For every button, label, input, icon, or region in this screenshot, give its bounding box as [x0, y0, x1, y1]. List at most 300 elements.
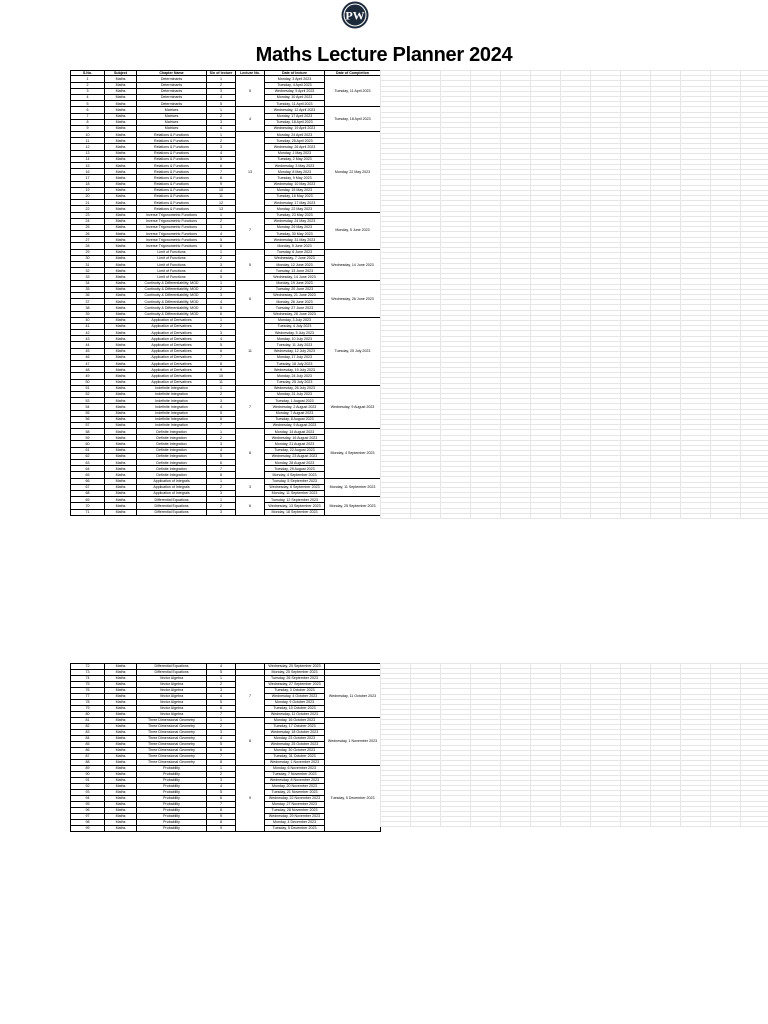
- group-lecture-count: 5: [236, 249, 265, 280]
- row-date: Tuesday, 5 September 2023: [265, 478, 325, 484]
- row-lecture-index: 4: [207, 231, 236, 237]
- row-subject: Maths: [105, 435, 137, 441]
- grid-col-line: [410, 70, 411, 518]
- row-subject: Maths: [105, 385, 137, 391]
- row-chapter: Limit of Functions: [137, 268, 207, 274]
- row-chapter: Probability: [137, 772, 207, 778]
- row-lecture-index: 7: [207, 712, 236, 718]
- row-sno: 56: [71, 416, 105, 422]
- row-sno: 36: [71, 292, 105, 298]
- row-chapter: Inverse Trigonometric Functions: [137, 243, 207, 249]
- row-subject: Maths: [105, 748, 137, 754]
- row-chapter: Differential Equations: [137, 670, 207, 676]
- row-subject: Maths: [105, 718, 137, 724]
- row-subject: Maths: [105, 712, 137, 718]
- row-chapter: Matrices: [137, 107, 207, 113]
- row-date: Wednesday, 21 June 2023: [265, 292, 325, 298]
- row-lecture-index: 1: [207, 212, 236, 218]
- row-sno: 61: [71, 447, 105, 453]
- row-chapter: Application of Derivatives: [137, 323, 207, 329]
- row-sno: 48: [71, 367, 105, 373]
- row-lecture-index: 11: [207, 379, 236, 385]
- row-sno: 27: [71, 237, 105, 243]
- row-lecture-index: 3: [207, 292, 236, 298]
- row-sno: 41: [71, 323, 105, 329]
- row-lecture-index: 7: [207, 169, 236, 175]
- row-subject: Maths: [105, 706, 137, 712]
- column-header: Lecture No.: [236, 71, 265, 76]
- row-sno: 88: [71, 760, 105, 766]
- group-completion-date: Monday, 5 June 2023: [325, 212, 381, 249]
- row-subject: Maths: [105, 348, 137, 354]
- row-sno: 68: [71, 490, 105, 496]
- row-lecture-index: 5: [207, 790, 236, 796]
- row-subject: Maths: [105, 119, 137, 125]
- row-date: Monday, 24 April 2023: [265, 132, 325, 138]
- row-chapter: Probability: [137, 796, 207, 802]
- row-sno: 13: [71, 150, 105, 156]
- grid-col-line: [560, 663, 561, 826]
- row-chapter: Definite Integration: [137, 441, 207, 447]
- row-lecture-index: 10: [207, 187, 236, 193]
- row-lecture-index: 5: [207, 274, 236, 280]
- row-lecture-index: 5: [207, 410, 236, 416]
- row-subject: Maths: [105, 796, 137, 802]
- group-lecture-count: 8: [236, 429, 265, 479]
- row-date: Monday, 4 December 2023: [265, 820, 325, 826]
- grid-col-line: [740, 70, 741, 518]
- row-date: Wednesday, 29 November 2023: [265, 814, 325, 820]
- row-date: Tuesday, 23 May 2023: [265, 212, 325, 218]
- row-chapter: Matrices: [137, 113, 207, 119]
- row-lecture-index: 5: [207, 156, 236, 162]
- row-chapter: Application of Integrals: [137, 490, 207, 496]
- group-completion-date: Wednesday, 11 October 2023: [325, 676, 381, 718]
- row-date: Tuesday, 16 May 2023: [265, 193, 325, 199]
- row-lecture-index: 3: [207, 119, 236, 125]
- row-chapter: Application of Derivatives: [137, 354, 207, 360]
- row-date: Wednesday, 12 April 2023: [265, 107, 325, 113]
- row-sno: 81: [71, 718, 105, 724]
- row-sno: 86: [71, 748, 105, 754]
- group-lecture-count: 13: [236, 132, 265, 212]
- row-date: Tuesday, 9 May 2023: [265, 175, 325, 181]
- row-chapter: Indefinite Integration: [137, 404, 207, 410]
- row-lecture-index: 5: [207, 670, 236, 676]
- column-header: S/n of lecture: [207, 71, 236, 76]
- row-sno: 74: [71, 676, 105, 682]
- row-lecture-index: 6: [207, 348, 236, 354]
- row-subject: Maths: [105, 490, 137, 496]
- group-completion-date: Tuesday, 25 July 2023: [325, 317, 381, 385]
- row-sno: 6: [71, 107, 105, 113]
- lecture-table-part-1: [70, 70, 381, 516]
- row-chapter: Continuity & Differentiability, MOD: [137, 286, 207, 292]
- row-subject: Maths: [105, 367, 137, 373]
- row-lecture-index: 6: [207, 460, 236, 466]
- row-chapter: Relations & Functions: [137, 200, 207, 206]
- row-sno: 15: [71, 163, 105, 169]
- row-chapter: Application of Integrals: [137, 484, 207, 490]
- row-lecture-index: 4: [207, 299, 236, 305]
- row-subject: Maths: [105, 107, 137, 113]
- row-date: Monday, 6 November 2023: [265, 766, 325, 772]
- row-lecture-index: 9: [207, 814, 236, 820]
- grid-col-line: [740, 663, 741, 826]
- row-lecture-index: 1: [207, 107, 236, 113]
- row-subject: Maths: [105, 305, 137, 311]
- row-chapter: Definite Integration: [137, 466, 207, 472]
- row-lecture-index: 3: [207, 509, 236, 515]
- grid-col-line: [590, 70, 591, 518]
- row-chapter: Probability: [137, 766, 207, 772]
- row-chapter: Relations & Functions: [137, 156, 207, 162]
- row-chapter: Three Dimensional Geometry: [137, 724, 207, 730]
- row-sno: 62: [71, 453, 105, 459]
- row-sno: 29: [71, 249, 105, 255]
- row-lecture-index: 8: [207, 472, 236, 478]
- row-lecture-index: 2: [207, 323, 236, 329]
- row-date: Tuesday, 10 October 2023: [265, 706, 325, 712]
- row-lecture-index: 3: [207, 144, 236, 150]
- row-subject: Maths: [105, 212, 137, 218]
- group-lecture-count: 7: [236, 676, 265, 718]
- empty-sheet-grid-2: [380, 663, 768, 826]
- group-lecture-count: 6: [236, 280, 265, 317]
- row-date: Monday, 10 July 2023: [265, 336, 325, 342]
- row-subject: Maths: [105, 373, 137, 379]
- row-lecture-index: 5: [207, 453, 236, 459]
- row-lecture-index: 1: [207, 478, 236, 484]
- grid-col-line: [380, 663, 381, 826]
- row-date: Tuesday, 22 August 2023: [265, 447, 325, 453]
- row-lecture-index: 3: [207, 490, 236, 496]
- grid-col-line: [710, 70, 711, 518]
- row-sno: 52: [71, 391, 105, 397]
- row-subject: Maths: [105, 466, 137, 472]
- row-sno: 98: [71, 820, 105, 826]
- row-date: Wednesday, 27 September 2023: [265, 682, 325, 688]
- group-lecture-count: 7: [236, 385, 265, 428]
- row-sno: 18: [71, 181, 105, 187]
- row-chapter: Inverse Trigonometric Functions: [137, 212, 207, 218]
- row-subject: Maths: [105, 700, 137, 706]
- row-sno: 97: [71, 814, 105, 820]
- row-date: Tuesday, 18 July 2023: [265, 361, 325, 367]
- row-sno: 70: [71, 503, 105, 509]
- row-chapter: Vector Algebra: [137, 676, 207, 682]
- row-sno: 90: [71, 772, 105, 778]
- row-date: Monday, 28 August 2023: [265, 460, 325, 466]
- row-sno: 10: [71, 132, 105, 138]
- row-sno: 7: [71, 113, 105, 119]
- row-subject: Maths: [105, 460, 137, 466]
- row-sno: 17: [71, 175, 105, 181]
- column-header: Subject: [105, 71, 137, 76]
- row-date: Tuesday, 6 June 2023: [265, 249, 325, 255]
- row-subject: Maths: [105, 280, 137, 286]
- row-date: Wednesday, 26 July 2023: [265, 385, 325, 391]
- row-subject: Maths: [105, 724, 137, 730]
- row-lecture-index: 5: [207, 237, 236, 243]
- grid-col-line: [440, 663, 441, 826]
- row-date: Tuesday, 3 October 2023: [265, 688, 325, 694]
- row-chapter: Relations & Functions: [137, 150, 207, 156]
- group-completion-date: Tuesday, 18 April 2023: [325, 107, 381, 132]
- row-chapter: Differential Equations: [137, 497, 207, 503]
- row-date: Monday, 3 April 2023: [265, 76, 325, 82]
- row-chapter: Relations & Functions: [137, 206, 207, 212]
- row-sno: 91: [71, 778, 105, 784]
- row-date: Monday, 31 July 2023: [265, 391, 325, 397]
- row-sno: 11: [71, 138, 105, 144]
- row-chapter: Inverse Trigonometric Functions: [137, 237, 207, 243]
- row-sno: 55: [71, 410, 105, 416]
- row-date: Wednesday, 3 May 2023: [265, 163, 325, 169]
- row-date: Wednesday, 8 November 2023: [265, 778, 325, 784]
- row-sno: 24: [71, 218, 105, 224]
- row-subject: Maths: [105, 156, 137, 162]
- row-subject: Maths: [105, 323, 137, 329]
- column-header: S.No.: [71, 71, 105, 76]
- row-lecture-index: 6: [207, 416, 236, 422]
- row-sno: 95: [71, 802, 105, 808]
- row-date: Monday, 10 April 2023: [265, 94, 325, 100]
- column-header: Date of lecture: [265, 71, 325, 76]
- row-chapter: Relations & Functions: [137, 163, 207, 169]
- row-date: Monday, 20 November 2023: [265, 784, 325, 790]
- row-chapter: Three Dimensional Geometry: [137, 754, 207, 760]
- row-sno: 37: [71, 299, 105, 305]
- row-chapter: Determinants: [137, 88, 207, 94]
- row-sno: 21: [71, 200, 105, 206]
- row-chapter: Indefinite Integration: [137, 416, 207, 422]
- row-subject: Maths: [105, 330, 137, 336]
- row-sno: 67: [71, 484, 105, 490]
- row-sno: 78: [71, 700, 105, 706]
- row-subject: Maths: [105, 772, 137, 778]
- row-lecture-index: 9: [207, 367, 236, 373]
- row-date: Tuesday, 13 June 2023: [265, 268, 325, 274]
- row-chapter: Vector Algebra: [137, 694, 207, 700]
- row-date: Wednesday, 2 August 2023: [265, 404, 325, 410]
- grid-col-line: [470, 663, 471, 826]
- row-date: Wednesday, 5 July 2023: [265, 330, 325, 336]
- row-date: Tuesday, 25 July 2023: [265, 379, 325, 385]
- row-lecture-index: 11: [207, 193, 236, 199]
- row-chapter: Relations & Functions: [137, 181, 207, 187]
- row-date: Wednesday, 5 April 2023: [265, 88, 325, 94]
- row-lecture-index: 6: [207, 311, 236, 317]
- row-sno: 69: [71, 497, 105, 503]
- row-date: Monday, 7 August 2023: [265, 410, 325, 416]
- row-subject: Maths: [105, 268, 137, 274]
- row-lecture-index: 12: [207, 200, 236, 206]
- row-subject: Maths: [105, 262, 137, 268]
- row-sno: 8: [71, 119, 105, 125]
- row-date: Monday, 29 May 2023: [265, 224, 325, 230]
- grid-col-line: [470, 70, 471, 518]
- grid-col-line: [440, 70, 441, 518]
- grid-col-line: [590, 663, 591, 826]
- row-sno: 23: [71, 212, 105, 218]
- row-lecture-index: 4: [207, 268, 236, 274]
- row-sno: 80: [71, 712, 105, 718]
- row-sno: 16: [71, 169, 105, 175]
- grid-col-line: [650, 70, 651, 518]
- row-lecture-index: 2: [207, 503, 236, 509]
- row-sno: 33: [71, 274, 105, 280]
- row-lecture-index: 3: [207, 441, 236, 447]
- grid-col-line: [500, 70, 501, 518]
- row-subject: Maths: [105, 317, 137, 323]
- row-date: Wednesday, 23 August 2023: [265, 453, 325, 459]
- row-sno: 96: [71, 808, 105, 814]
- row-chapter: Determinants: [137, 94, 207, 100]
- row-chapter: Probability: [137, 802, 207, 808]
- row-date: Wednesday, 25 October 2023: [265, 742, 325, 748]
- row-subject: Maths: [105, 478, 137, 484]
- row-sno: 26: [71, 231, 105, 237]
- row-subject: Maths: [105, 361, 137, 367]
- row-sno: 44: [71, 342, 105, 348]
- group-completion-date: Monday, 25 September 2023: [325, 497, 381, 516]
- row-subject: Maths: [105, 447, 137, 453]
- row-chapter: Continuity & Differentiability, MOD: [137, 292, 207, 298]
- row-subject: Maths: [105, 416, 137, 422]
- row-lecture-index: 1: [207, 249, 236, 255]
- row-lecture-index: 1: [207, 718, 236, 724]
- row-chapter: Three Dimensional Geometry: [137, 760, 207, 766]
- group-lecture-count: 3: [236, 478, 265, 497]
- group-lecture-count: 4: [236, 107, 265, 132]
- row-date: Tuesday, 25 April 2023: [265, 138, 325, 144]
- row-lecture-index: 2: [207, 286, 236, 292]
- row-chapter: Three Dimensional Geometry: [137, 718, 207, 724]
- row-chapter: Probability: [137, 814, 207, 820]
- row-date: Tuesday, 2 May 2023: [265, 156, 325, 162]
- row-date: Wednesday, 11 October 2023: [265, 712, 325, 718]
- row-chapter: Limit of Functions: [137, 262, 207, 268]
- row-lecture-index: 4: [207, 336, 236, 342]
- row-chapter: Inverse Trigonometric Functions: [137, 218, 207, 224]
- row-subject: Maths: [105, 76, 137, 82]
- row-sno: 85: [71, 742, 105, 748]
- row-date: Tuesday, 11 April 2023: [265, 101, 325, 107]
- row-subject: Maths: [105, 125, 137, 131]
- row-date: Tuesday, 28 November 2023: [265, 808, 325, 814]
- row-subject: Maths: [105, 820, 137, 826]
- row-subject: Maths: [105, 88, 137, 94]
- row-chapter: Vector Algebra: [137, 706, 207, 712]
- row-chapter: Application of Derivatives: [137, 348, 207, 354]
- row-subject: Maths: [105, 231, 137, 237]
- row-date: Wednesday, 28 June 2023: [265, 311, 325, 317]
- row-sno: 79: [71, 706, 105, 712]
- row-subject: Maths: [105, 169, 137, 175]
- row-sno: 77: [71, 694, 105, 700]
- row-date: Tuesday, 1 August 2023: [265, 398, 325, 404]
- row-sno: 43: [71, 336, 105, 342]
- row-date: Monday, 22 May 2023: [265, 206, 325, 212]
- row-subject: Maths: [105, 237, 137, 243]
- row-lecture-index: 5: [207, 101, 236, 107]
- grid-row-line: [380, 826, 768, 827]
- row-chapter: Application of Derivatives: [137, 342, 207, 348]
- row-date: Wednesday, 12 July 2023: [265, 348, 325, 354]
- grid-col-line: [500, 663, 501, 826]
- row-lecture-index: 1: [207, 317, 236, 323]
- row-chapter: Probability: [137, 820, 207, 826]
- row-lecture-index: 2: [207, 138, 236, 144]
- row-subject: Maths: [105, 404, 137, 410]
- row-lecture-index: 1: [207, 280, 236, 286]
- row-date: Tuesday, 30 May 2023: [265, 231, 325, 237]
- row-chapter: Application of Derivatives: [137, 336, 207, 342]
- row-subject: Maths: [105, 694, 137, 700]
- row-sno: 3: [71, 88, 105, 94]
- group-completion-date: Tuesday, 5 December 2023: [325, 766, 381, 832]
- row-sno: 25: [71, 224, 105, 230]
- grid-col-line: [680, 663, 681, 826]
- row-lecture-index: 8: [207, 361, 236, 367]
- row-lecture-index: 6: [207, 748, 236, 754]
- row-sno: 39: [71, 311, 105, 317]
- group-lecture-count: 5: [236, 76, 265, 107]
- row-sno: 57: [71, 422, 105, 428]
- row-sno: 9: [71, 125, 105, 131]
- row-sno: 1: [71, 76, 105, 82]
- group-completion-date: Wednesday, 9 August 2023: [325, 385, 381, 428]
- row-sno: 20: [71, 193, 105, 199]
- grid-col-line: [410, 663, 411, 826]
- empty-sheet-grid-1: [380, 70, 768, 518]
- row-lecture-index: 4: [207, 404, 236, 410]
- row-chapter: Continuity & Differentiability, MOD: [137, 280, 207, 286]
- row-lecture-index: 2: [207, 391, 236, 397]
- row-sno: 87: [71, 754, 105, 760]
- row-lecture-index: 10: [207, 373, 236, 379]
- row-subject: Maths: [105, 144, 137, 150]
- row-subject: Maths: [105, 778, 137, 784]
- row-lecture-index: 2: [207, 484, 236, 490]
- row-lecture-index: 2: [207, 255, 236, 261]
- row-subject: Maths: [105, 682, 137, 688]
- row-chapter: Relations & Functions: [137, 193, 207, 199]
- row-chapter: Vector Algebra: [137, 682, 207, 688]
- row-sno: 93: [71, 790, 105, 796]
- grid-col-line: [560, 70, 561, 518]
- row-lecture-index: 8: [207, 175, 236, 181]
- row-date: Monday, 19 June 2023: [265, 280, 325, 286]
- row-date: Monday, 8 May 2023: [265, 169, 325, 175]
- row-sno: 72: [71, 664, 105, 670]
- row-date: Wednesday, 10 May 2023: [265, 181, 325, 187]
- row-chapter: Probability: [137, 784, 207, 790]
- row-lecture-index: 6: [207, 706, 236, 712]
- row-sno: 58: [71, 429, 105, 435]
- row-subject: Maths: [105, 379, 137, 385]
- row-subject: Maths: [105, 664, 137, 670]
- row-chapter: Relations & Functions: [137, 144, 207, 150]
- group-completion-date: Wednesday, 26 June 2023: [325, 280, 381, 317]
- row-chapter: Limit of Functions: [137, 249, 207, 255]
- row-lecture-index: 5: [207, 700, 236, 706]
- row-chapter: Three Dimensional Geometry: [137, 748, 207, 754]
- row-chapter: Relations & Functions: [137, 169, 207, 175]
- row-date: Tuesday, 12 September 2023: [265, 497, 325, 503]
- row-lecture-index: 5: [207, 305, 236, 311]
